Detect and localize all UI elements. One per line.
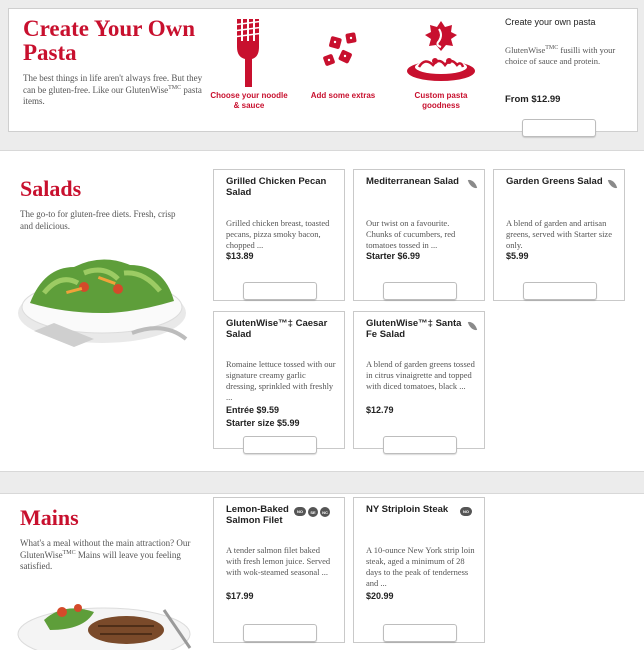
add-item-button[interactable] bbox=[243, 436, 317, 454]
dietary-badges bbox=[294, 507, 330, 517]
add-item-button[interactable] bbox=[383, 436, 457, 454]
leaf-icon bbox=[608, 178, 617, 189]
dietary-badges bbox=[460, 507, 472, 516]
add-item-button[interactable] bbox=[383, 624, 457, 642]
pasta-plate-icon bbox=[405, 17, 477, 89]
pasta-section-description: The best things in life aren't always free. But they can be gluten-free. Like our GlutenWise$^{TMC}$ pasta items. bbox=[23, 73, 203, 107]
salad-bowl-image bbox=[14, 243, 190, 353]
salads-section bbox=[0, 150, 644, 472]
menu-item-card[interactable]: Mediterranean Salad Our twist on a favourite. Chunks of cucumbers, red tomatoes tossed in ... Starter $6.99 bbox=[353, 169, 485, 301]
menu-item-card[interactable]: GlutenWise™‡ Santa Fe Salad A blend of garden greens tossed in citrus vinaigrette and topped with diced tomatoes, black ... $12.79 bbox=[353, 311, 485, 449]
add-item-button[interactable] bbox=[243, 282, 317, 300]
mains-section-title: Mains bbox=[20, 505, 79, 530]
pasta-card-price: From $12.99 bbox=[505, 94, 561, 105]
step-custom-pasta: Custom pasta goodness bbox=[401, 17, 481, 111]
badge-icon: NO bbox=[294, 507, 306, 516]
salads-section-description: The go-to for gluten-free diets. Fresh, crisp and delicious. bbox=[20, 209, 176, 231]
pasta-card-description: GlutenWise$^{TMC}$ fusilli with your choice of sauce and protein. bbox=[505, 45, 616, 67]
pasta-section-title: Create Your Own Pasta bbox=[23, 16, 196, 66]
steak-plate-image bbox=[14, 590, 194, 650]
badge-icon: NC bbox=[320, 507, 330, 517]
mains-section-description: What's a meal without the main attraction? Our GlutenWise$^{TMC}$ Mains will leave you feeling satisfied. bbox=[20, 538, 191, 572]
menu-item-card[interactable]: Garden Greens Salad A blend of garden and artisan greens, served with Starter size only. $5.99 bbox=[493, 169, 625, 301]
pasta-order-button[interactable] bbox=[522, 119, 596, 137]
add-item-button[interactable] bbox=[523, 282, 597, 300]
dice-extras-icon bbox=[318, 17, 368, 89]
salads-section-title: Salads bbox=[20, 176, 82, 201]
step-choose-noodle: Choose your noodle & sauce bbox=[209, 17, 289, 111]
badge-icon: NO bbox=[460, 507, 472, 516]
add-item-button[interactable] bbox=[243, 624, 317, 642]
step-add-extras: Add some extras bbox=[303, 17, 383, 101]
menu-item-card[interactable]: NY Striploin Steak NO A 10-ounce New York strip loin steak, aged a minimum of 28 days to the peak of tenderness and ... $20.99 bbox=[353, 497, 485, 643]
menu-item-card[interactable]: GlutenWise™‡ Caesar Salad Romaine lettuce tossed with our signature creamy garlic dressing, sprinkled with freshly ... Entrée $9.59 Starter size $5.99 bbox=[213, 311, 345, 449]
create-pasta-section bbox=[8, 8, 638, 132]
menu-item-card[interactable]: Grilled Chicken Pecan Salad Grilled chicken breast, toasted pecans, pizza smoky bacon, chopped ... $13.89 bbox=[213, 169, 345, 301]
pasta-card-title: Create your own pasta bbox=[505, 17, 596, 27]
fork-icon bbox=[228, 17, 270, 89]
menu-item-card[interactable]: Lemon-Baked Salmon Filet NO SE NC A tender salmon filet baked with fresh lemon juice. Served with wok-steamed seasonal ... $17.99 bbox=[213, 497, 345, 643]
add-item-button[interactable] bbox=[383, 282, 457, 300]
badge-icon: SE bbox=[308, 507, 318, 517]
mains-section bbox=[0, 493, 644, 650]
leaf-icon bbox=[468, 178, 477, 189]
